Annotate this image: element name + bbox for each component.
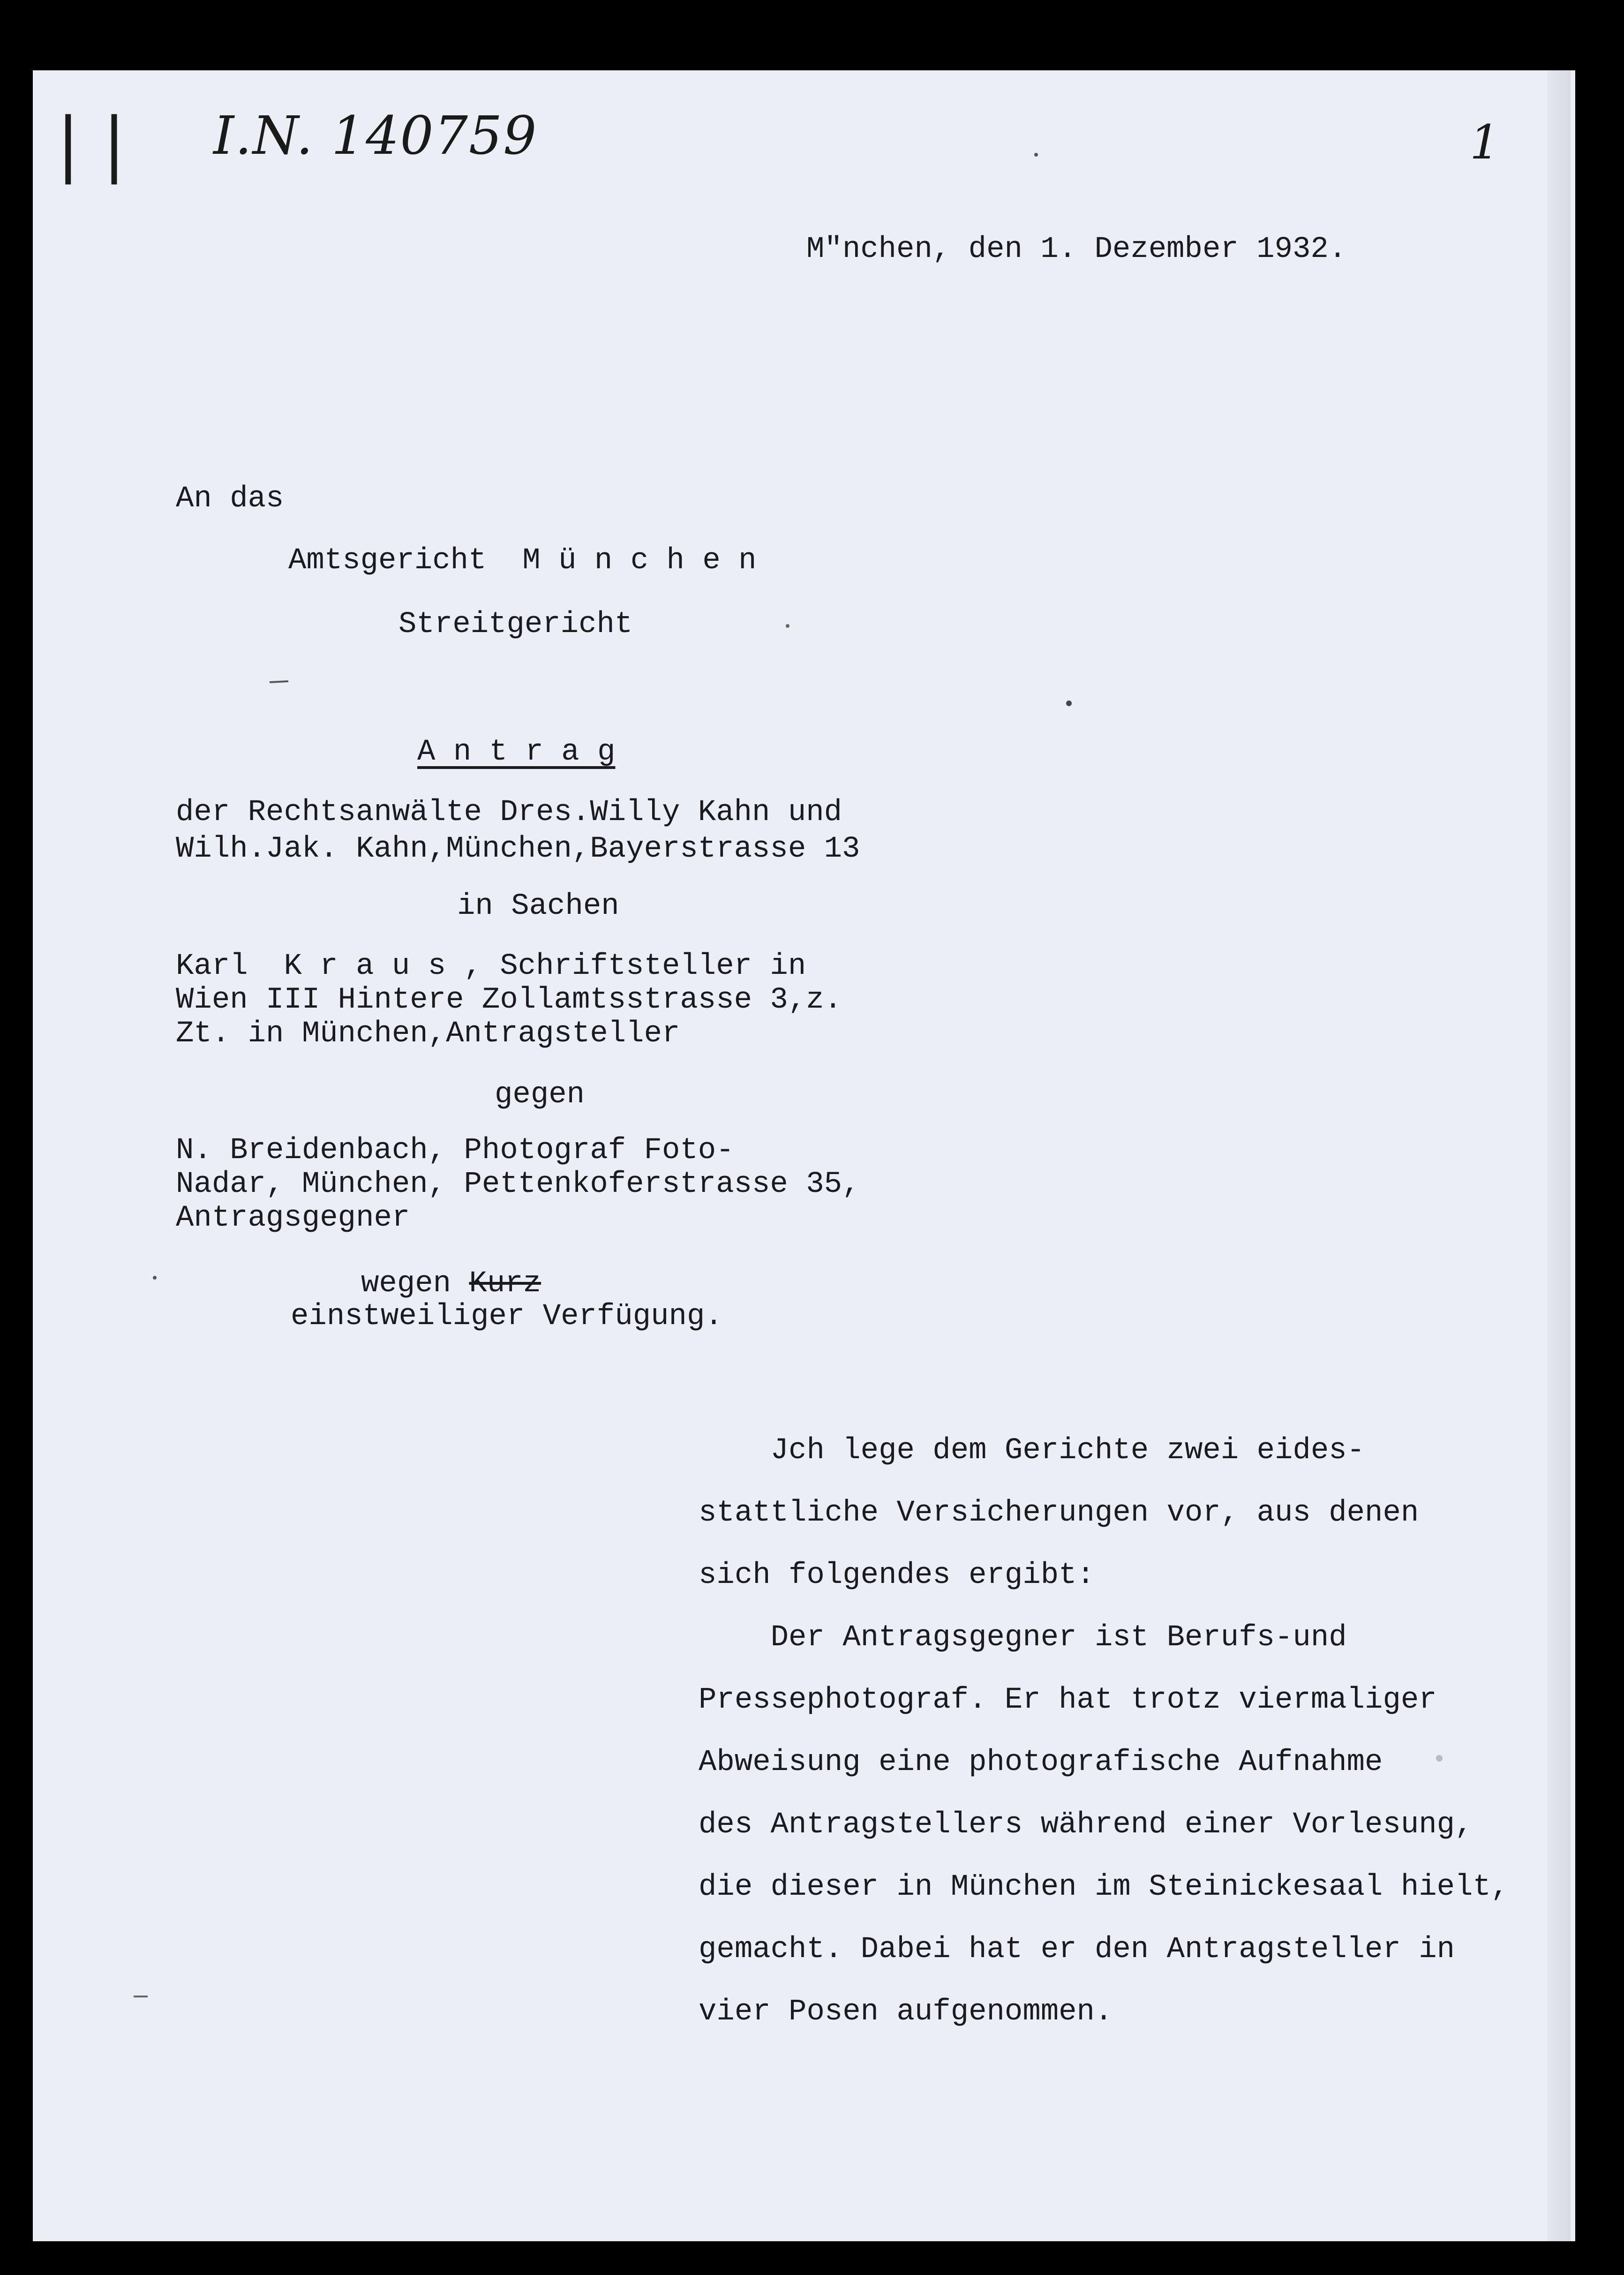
- respondent-block: N. Breidenbach, Photograf Foto- Nadar, München, Pettenkoferstrasse 35, Antragsgegner: [176, 1134, 860, 1235]
- applicants-block: der Rechtsanwälte Dres.Willy Kahn und Wilh.Jak. Kahn,München,Bayerstrasse 13: [176, 796, 860, 866]
- wegen-line-2: einstweiliger Verfügung.: [291, 1300, 723, 1333]
- gegen-label: gegen: [495, 1078, 585, 1112]
- struck-word: Kurz: [469, 1267, 541, 1301]
- paper-edge-shadow: [1547, 70, 1571, 2241]
- dateline: M"nchen, den 1. Dezember 1932.: [806, 233, 1347, 266]
- recipient-line-2: Amtsgericht M ü n c h e n: [288, 544, 757, 578]
- wegen-line: [361, 1265, 541, 1303]
- page-number: 1: [1470, 115, 1500, 170]
- in-sachen-label: in Sachen: [457, 889, 619, 923]
- document-title: A n t r a g: [417, 735, 616, 769]
- recipient-line-1: An das: [176, 482, 284, 516]
- wegen-prefix: wegen: [361, 1267, 469, 1301]
- body-paragraph: Jch lege dem Gerichte zwei eides- stattliche Versicherungen vor, aus denen sich folgendes ergibt: Der Antragsgegner ist Berufs-und Pressephotograf. Er hat trotz viermaliger Abweisung eine photografische Aufnahme des Antragstellers während einer Vorlesung, die dieser in München im Steinickesaal hielt, gemacht. Dabei hat er den Antragsteller in vier Posen aufgenommen.: [699, 1434, 1509, 2029]
- recipient-line-3: Streitgericht: [398, 608, 633, 641]
- margin-marks: | |: [56, 103, 126, 185]
- catalog-number: I.N. 140759: [213, 105, 538, 166]
- claimant-block: Karl K r a u s , Schriftsteller in Wien III Hintere Zollamtsstrasse 3,z. Zt. in München,Antragsteller: [176, 949, 842, 1051]
